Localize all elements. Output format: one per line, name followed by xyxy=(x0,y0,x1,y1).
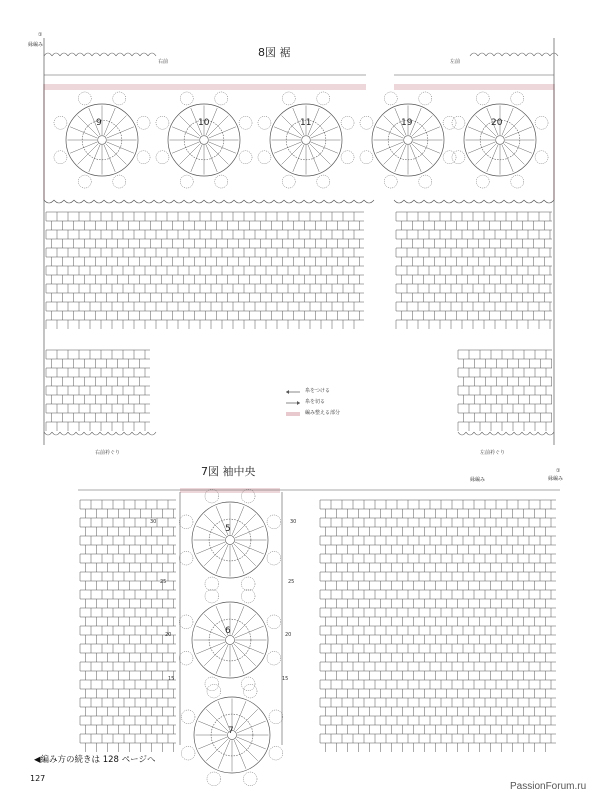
scallop-edge xyxy=(314,200,324,203)
scallop-edge xyxy=(538,432,546,435)
scallop-edge xyxy=(108,432,116,435)
motif-fan xyxy=(317,92,330,105)
scallop-edge xyxy=(60,432,68,435)
scallop-edge xyxy=(514,432,522,435)
motif-fan xyxy=(180,92,193,105)
motif-fan xyxy=(269,746,283,760)
motif-fan xyxy=(78,92,91,105)
scallop-edge xyxy=(144,200,154,203)
scallop-edge xyxy=(60,53,68,56)
motif-spoke xyxy=(504,144,525,165)
scallop-edge xyxy=(324,200,334,203)
motif-spoke xyxy=(468,142,495,153)
scallop-edge xyxy=(522,432,530,435)
right-front-band-label: 右前衿ぐり xyxy=(95,450,121,456)
motif-center xyxy=(225,535,234,544)
motif-spoke xyxy=(232,545,244,574)
motif-spoke xyxy=(274,142,301,153)
scallop-edge xyxy=(434,200,444,203)
motif-spoke xyxy=(106,144,127,165)
page-number: 127 xyxy=(30,774,46,783)
scallop-edge xyxy=(124,53,132,56)
motif-spoke xyxy=(376,142,403,153)
scallop-edge xyxy=(466,432,474,435)
motif-spoke xyxy=(274,127,301,138)
adjust-highlight xyxy=(44,84,366,90)
scallop-edge xyxy=(94,200,104,203)
motif-spoke xyxy=(236,739,258,761)
motif-fan xyxy=(54,151,67,164)
motif-spoke xyxy=(208,116,229,137)
scallop-edge xyxy=(100,432,108,435)
motif-spoke xyxy=(412,144,433,165)
scallop-edge xyxy=(530,432,538,435)
motif-fan xyxy=(341,151,354,164)
adjust-highlight xyxy=(180,488,280,493)
motif-fan xyxy=(180,175,193,188)
scallop-edge xyxy=(164,200,174,203)
figure7-chart xyxy=(78,488,560,786)
motif-spoke xyxy=(504,116,525,137)
motif-spoke xyxy=(204,514,226,536)
motif-spoke xyxy=(505,142,532,153)
motif-spoke xyxy=(502,145,513,172)
scallop-edge xyxy=(44,53,52,56)
motif-spoke xyxy=(234,514,256,536)
motif-spoke xyxy=(235,642,264,654)
motif-spoke xyxy=(234,644,256,666)
motif-fan xyxy=(535,151,548,164)
motif-fan xyxy=(317,175,330,188)
scallop-edge xyxy=(54,200,64,203)
scallop-edge xyxy=(174,200,184,203)
motif-spoke xyxy=(196,542,225,554)
motif-center xyxy=(225,635,234,644)
scallop-edge xyxy=(140,53,148,56)
edge-label-fig8-right: 縁編み xyxy=(548,476,564,482)
scallop-edge xyxy=(184,200,194,203)
motif-fan xyxy=(215,92,228,105)
motif-spoke xyxy=(311,142,338,153)
row-mark: 15 xyxy=(168,676,175,682)
row-mark: 15 xyxy=(282,676,289,682)
motif-spoke xyxy=(172,142,199,153)
motif-number: 5 xyxy=(225,524,231,534)
motif-spoke xyxy=(78,144,99,165)
scallop-edge xyxy=(544,200,554,203)
scallop-edge xyxy=(104,200,114,203)
scallop-edge xyxy=(524,200,534,203)
scallop-edge xyxy=(414,200,424,203)
figure8-title: 8図 裾 xyxy=(258,46,291,59)
motif-spoke xyxy=(204,544,226,566)
motif-spoke xyxy=(106,116,127,137)
motif-fan xyxy=(179,651,193,665)
motif-fan xyxy=(452,151,465,164)
scallop-edge xyxy=(140,432,148,435)
motif-fan xyxy=(205,577,219,591)
motif-spoke xyxy=(487,145,498,172)
motif-spoke xyxy=(384,144,405,165)
scallop-edge xyxy=(486,53,494,56)
motif-fan xyxy=(137,151,150,164)
motif-fan xyxy=(258,116,271,129)
legend-attach-yarn: 糸をつける xyxy=(305,388,331,394)
scallop-edge xyxy=(84,200,94,203)
figure8-chart xyxy=(44,38,558,445)
motif-fan xyxy=(282,92,295,105)
scallop-edge xyxy=(458,432,466,435)
scallop-edge xyxy=(504,200,514,203)
motif-fan xyxy=(419,175,432,188)
motif-fan xyxy=(113,175,126,188)
motif-spoke xyxy=(282,144,303,165)
scallop-edge xyxy=(526,53,534,56)
motif-spoke xyxy=(311,127,338,138)
scallop-edge xyxy=(44,200,54,203)
scallop-edge xyxy=(264,200,274,203)
motif-spoke xyxy=(216,645,228,674)
motif-center xyxy=(496,136,505,145)
motif-fan xyxy=(179,515,193,529)
motif-center xyxy=(200,136,209,145)
motif-fan xyxy=(452,116,465,129)
motif-fan xyxy=(341,116,354,129)
motif-fan xyxy=(205,677,219,691)
motif-spoke xyxy=(236,709,258,731)
motif-fan xyxy=(282,175,295,188)
row-mark: 20 xyxy=(165,632,172,638)
row-mark: 25 xyxy=(288,579,295,585)
scallop-edge xyxy=(92,432,100,435)
motif-spoke xyxy=(502,108,513,135)
legend-adjust: 編み整える部分 xyxy=(305,410,341,416)
scallop-edge xyxy=(76,53,84,56)
scallop-edge xyxy=(74,200,84,203)
scallop-edge xyxy=(344,200,354,203)
scallop-edge xyxy=(444,200,454,203)
scallop-edge xyxy=(284,200,294,203)
row-mark: 25 xyxy=(160,579,167,585)
scallop-edge xyxy=(546,432,554,435)
motif-spoke xyxy=(395,145,406,172)
motif-spoke xyxy=(234,701,246,730)
scallop-edge xyxy=(294,200,304,203)
motif-spoke xyxy=(468,127,495,138)
motif-fan xyxy=(384,175,397,188)
motif-spoke xyxy=(235,542,264,554)
scallop-edge xyxy=(68,432,76,435)
motif-spoke xyxy=(191,145,202,172)
motif-fan xyxy=(360,151,373,164)
circled-one-fig7: ① xyxy=(556,468,561,474)
scallop-edge xyxy=(76,432,84,435)
motif-fan xyxy=(267,651,281,665)
scallop-edge xyxy=(44,432,52,435)
scallop-edge xyxy=(304,200,314,203)
legend-cut-yarn: 糸を切る xyxy=(305,399,326,405)
motif-spoke xyxy=(172,127,199,138)
scallop-edge xyxy=(52,53,60,56)
motif-spoke xyxy=(70,142,97,153)
motif-fan xyxy=(113,92,126,105)
motif-spoke xyxy=(308,145,319,172)
scallop-edge xyxy=(498,432,506,435)
scallop-edge xyxy=(116,53,124,56)
legend-attach-arrow xyxy=(286,390,289,394)
motif-spoke xyxy=(410,145,421,172)
motif-spoke xyxy=(310,116,331,137)
scallop-edge xyxy=(132,432,140,435)
motif-spoke xyxy=(234,544,256,566)
motif-spoke xyxy=(206,709,228,731)
motif-spoke xyxy=(196,526,225,538)
motif-spoke xyxy=(310,144,331,165)
motif-spoke xyxy=(206,145,217,172)
scallop-edge xyxy=(474,200,484,203)
motif-fan xyxy=(241,677,255,691)
motif-spoke xyxy=(232,645,244,674)
scallop-edge xyxy=(64,200,74,203)
scallop-edge xyxy=(484,200,494,203)
motif-spoke xyxy=(232,506,244,535)
scallop-edge xyxy=(510,53,518,56)
motif-fan xyxy=(241,589,255,603)
motif-spoke xyxy=(293,145,304,172)
motif-spoke xyxy=(476,144,497,165)
motif-center xyxy=(302,136,311,145)
motif-fan xyxy=(156,151,169,164)
motif-spoke xyxy=(234,740,246,769)
motif-fan xyxy=(243,772,257,786)
scallop-edge xyxy=(394,200,404,203)
motif-fan xyxy=(78,175,91,188)
motif-fan xyxy=(156,116,169,129)
motif-spoke xyxy=(209,142,236,153)
scallop-edge xyxy=(92,53,100,56)
motif-spoke xyxy=(235,526,264,538)
motif-center xyxy=(98,136,107,145)
scallop-edge xyxy=(224,200,234,203)
scallop-edge xyxy=(274,200,284,203)
scallop-edge xyxy=(124,432,132,435)
circled-one-fig8: ① xyxy=(38,32,43,38)
motif-fan xyxy=(207,684,221,698)
motif-number: 10 xyxy=(198,118,210,128)
scallop-edge xyxy=(134,200,144,203)
continuation-note: ◀編み方の続きは 128 ページへ xyxy=(34,755,156,765)
scallop-edge xyxy=(148,432,156,435)
scallop-edge xyxy=(108,53,116,56)
scallop-edge xyxy=(132,53,140,56)
scallop-edge xyxy=(214,200,224,203)
motif-fan xyxy=(137,116,150,129)
scallop-edge xyxy=(404,200,414,203)
motif-fan xyxy=(205,589,219,603)
motif-spoke xyxy=(237,721,266,733)
scallop-edge xyxy=(114,200,124,203)
motif-spoke xyxy=(208,144,229,165)
motif-center xyxy=(404,136,413,145)
motif-spoke xyxy=(505,127,532,138)
scallop-edge xyxy=(514,200,524,203)
motif-spoke xyxy=(198,721,227,733)
scallop-edge xyxy=(494,53,502,56)
legend-adjust-swatch xyxy=(286,412,300,416)
scallop-edge xyxy=(474,432,482,435)
scallop-edge xyxy=(364,200,374,203)
motif-fan xyxy=(241,577,255,591)
motif-fan xyxy=(360,116,373,129)
motif-fan xyxy=(239,116,252,129)
scallop-edge xyxy=(334,200,344,203)
motif-fan xyxy=(181,710,195,724)
motif-spoke xyxy=(412,116,433,137)
scallop-edge xyxy=(52,432,60,435)
figure7-title: 7図 袖中央 xyxy=(201,465,256,478)
motif-spoke xyxy=(89,145,100,172)
scallop-edge xyxy=(84,53,92,56)
motif-spoke xyxy=(218,740,230,769)
legend-symbols xyxy=(286,390,300,416)
scallop-edge xyxy=(464,200,474,203)
scallop-edge xyxy=(534,200,544,203)
motif-spoke xyxy=(196,626,225,638)
motif-fan xyxy=(258,151,271,164)
motif-fan xyxy=(239,151,252,164)
scallop-edge xyxy=(502,53,510,56)
motif-fan xyxy=(476,175,489,188)
adjust-highlight xyxy=(394,84,554,90)
motif-number: 20 xyxy=(491,118,503,128)
scallop-edge xyxy=(542,53,550,56)
motif-spoke xyxy=(209,127,236,138)
motif-fan xyxy=(511,92,524,105)
scallop-edge xyxy=(518,53,526,56)
scallop-edge xyxy=(148,53,156,56)
edge-label-fig8-left: 縁編み xyxy=(28,42,44,48)
motif-spoke xyxy=(216,545,228,574)
scallop-edge xyxy=(244,200,254,203)
motif-spoke xyxy=(198,737,227,749)
motif-spoke xyxy=(413,127,440,138)
motif-spoke xyxy=(70,127,97,138)
motif-fan xyxy=(267,615,281,629)
scallop-edge xyxy=(534,53,542,56)
motif-fan xyxy=(181,746,195,760)
motif-number: 11 xyxy=(300,118,312,128)
motif-spoke xyxy=(413,142,440,153)
scallop-edge xyxy=(470,53,478,56)
motif-fan xyxy=(476,92,489,105)
motif-fan xyxy=(535,116,548,129)
motif-spoke xyxy=(237,737,266,749)
scallop-edge xyxy=(424,200,434,203)
motif-spoke xyxy=(107,127,134,138)
motif-spoke xyxy=(234,614,256,636)
motif-spoke xyxy=(206,739,228,761)
motif-spoke xyxy=(104,145,115,172)
motif-spoke xyxy=(196,642,225,654)
scallop-edge xyxy=(478,53,486,56)
scallop-edge xyxy=(100,53,108,56)
motif-fan xyxy=(384,92,397,105)
motif-fan xyxy=(511,175,524,188)
motif-number: 19 xyxy=(401,118,413,128)
scallop-edge xyxy=(490,432,498,435)
motif-fan xyxy=(267,515,281,529)
motif-fan xyxy=(179,615,193,629)
row-mark: 20 xyxy=(285,632,292,638)
scallop-edge xyxy=(506,432,514,435)
motif-spoke xyxy=(204,644,226,666)
motif-spoke xyxy=(107,142,134,153)
scallop-edge xyxy=(204,200,214,203)
scallop-edge xyxy=(254,200,264,203)
right-front-label: 右前 xyxy=(158,59,169,65)
scallop-edge xyxy=(482,432,490,435)
scallop-edge xyxy=(124,200,134,203)
motif-fan xyxy=(267,551,281,565)
watermark: PassionForum.ru xyxy=(510,781,587,792)
scallop-edge xyxy=(194,200,204,203)
legend-cut-arrow xyxy=(297,401,300,405)
motif-fan xyxy=(215,175,228,188)
scallop-edge xyxy=(494,200,504,203)
motif-fan xyxy=(54,116,67,129)
motif-number: 9 xyxy=(96,118,102,128)
motif-spoke xyxy=(235,626,264,638)
row-mark: 30 xyxy=(150,519,157,525)
scallop-edge xyxy=(454,200,464,203)
row-mark: 30 xyxy=(290,519,297,525)
motif-fan xyxy=(243,684,257,698)
scallop-edge xyxy=(84,432,92,435)
motif-number: 6 xyxy=(225,626,231,636)
scallop-edge xyxy=(234,200,244,203)
motif-fan xyxy=(269,710,283,724)
motif-number: 7 xyxy=(228,726,234,736)
motif-fan xyxy=(207,772,221,786)
motif-spoke xyxy=(104,108,115,135)
motif-spoke xyxy=(180,144,201,165)
motif-fan xyxy=(179,551,193,565)
left-front-band-label: 左前衿ぐり xyxy=(480,450,506,456)
scallop-edge xyxy=(116,432,124,435)
edge-label-fig7: 縁編み xyxy=(470,477,486,483)
left-front-label: 左前 xyxy=(450,59,461,65)
scallop-edge xyxy=(68,53,76,56)
scallop-edge xyxy=(354,200,364,203)
scallop-edge xyxy=(154,200,164,203)
motif-fan xyxy=(419,92,432,105)
motif-spoke xyxy=(204,614,226,636)
motif-spoke xyxy=(376,127,403,138)
motif-spoke xyxy=(232,606,244,635)
